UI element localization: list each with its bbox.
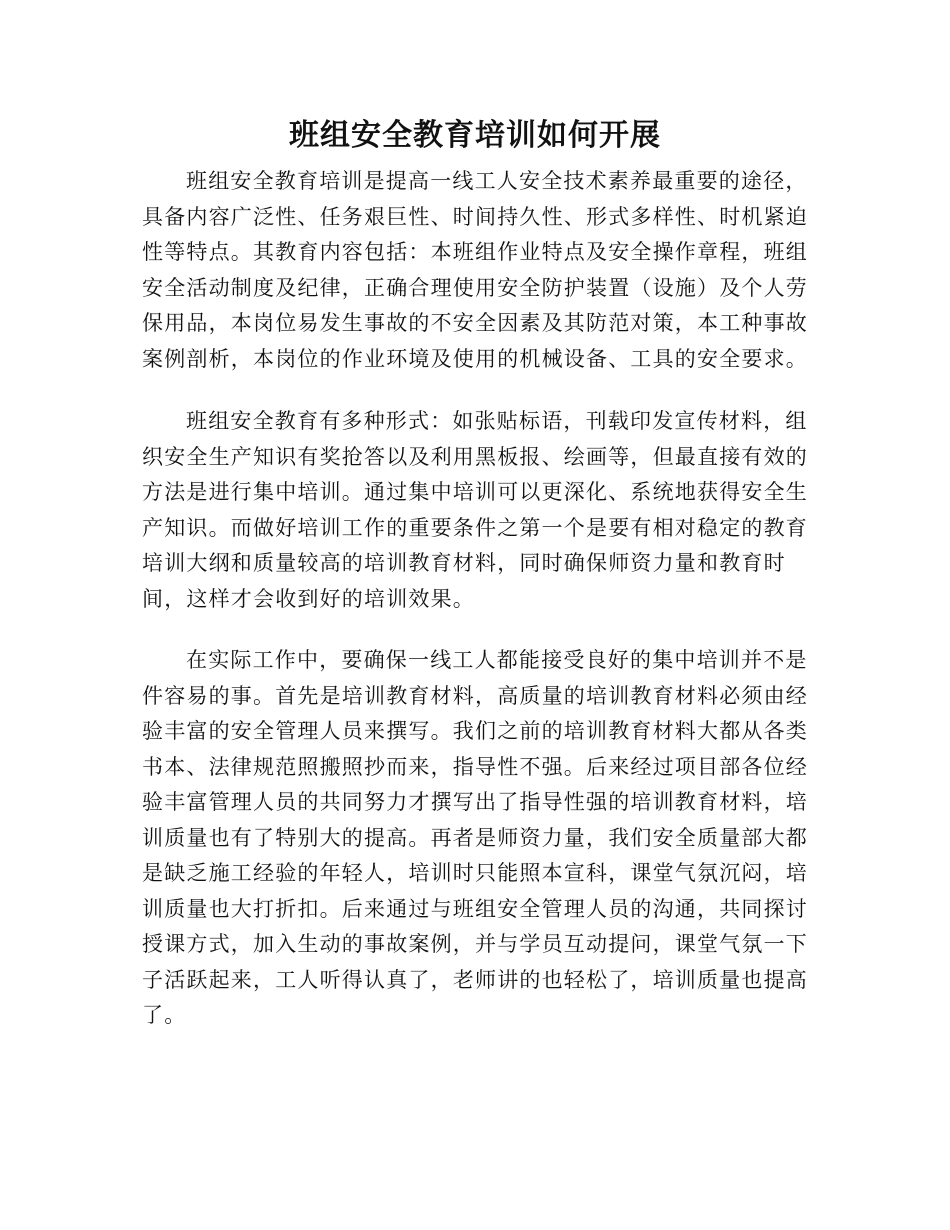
document-title: 班组安全教育培训如何开展 <box>289 118 661 153</box>
paragraph-line: 是缺乏施工经验的年轻人，培训时只能照本宣科，课堂气氛沉闷，培 <box>142 861 808 885</box>
paragraph-line: 性等特点。其教育内容包括：本班组作业特点及安全操作章程，班组 <box>142 240 808 264</box>
paragraph-line: 培训大纲和质量较高的培训教育材料，同时确保师资力量和教育时 <box>142 551 786 575</box>
paragraph-line: 训质量也有了特别大的提高。再者是师资力量，我们安全质量部大都 <box>142 825 808 850</box>
paragraph-line: 验丰富的安全管理人员来撰写。我们之前的培训教育材料大都从各类 <box>142 719 808 743</box>
paragraph-line: 方法是进行集中培训。通过集中培训可以更深化、系统地获得安全生 <box>142 480 808 504</box>
paragraph-line: 织安全生产知识有奖抢答以及利用黑板报、绘画等，但最直接有效的 <box>142 444 808 469</box>
paragraph-line: 授课方式，加入生动的事故案例，并与学员互动提问，课堂气氛一下 <box>142 932 808 956</box>
paragraph-line: 训质量也大打折扣。后来通过与班组安全管理人员的沟通，共同探讨 <box>142 896 808 921</box>
paragraph-line: 保用品，本岗位易发生事故的不安全因素及其防范对策，本工种事故 <box>142 311 808 335</box>
paragraph-line: 安全活动制度及纪律，正确合理使用安全防护装置（设施）及个人劳 <box>142 275 808 300</box>
paragraph-3 <box>142 643 808 1034</box>
paragraph-line: 产知识。而做好培训工作的重要条件之第一个是要有相对稳定的教育 <box>142 515 808 540</box>
paragraph-line: 案例剖析，本岗位的作业环境及使用的机械设备、工具的安全要求。 <box>142 346 808 371</box>
paragraph-line: 书本、法律规范照搬照抄而来，指导性不强。后来经过项目部各位经 <box>142 754 808 779</box>
paragraph-line: 具备内容广泛性、任务艰巨性、时间持久性、形式多样性、时机紧迫 <box>142 204 808 229</box>
paragraph-line: 间，这样才会收到好的培训效果。 <box>142 586 475 611</box>
paragraph-line: 班组安全教育有多种形式：如张贴标语，刊载印发宣传材料，组 <box>186 409 808 433</box>
paragraph-line: 验丰富管理人员的共同努力才撰写出了指导性强的培训教育材料，培 <box>142 790 808 814</box>
paragraph-1 <box>142 164 808 377</box>
paragraph-line: 子活跃起来，工人听得认真了，老师讲的也轻松了，培训质量也提高 <box>142 967 808 992</box>
paragraph-line: 件容易的事。首先是培训教育材料，高质量的培训教育材料必须由经 <box>142 683 808 708</box>
paragraph-line: 班组安全教育培训是提高一线工人安全技术素养最重要的途径， <box>186 169 808 193</box>
paragraph-line: 了。 <box>142 1003 187 1027</box>
paragraph-line: 在实际工作中，要确保一线工人都能接受良好的集中培训并不是 <box>186 648 808 672</box>
paragraph-2 <box>142 404 808 617</box>
